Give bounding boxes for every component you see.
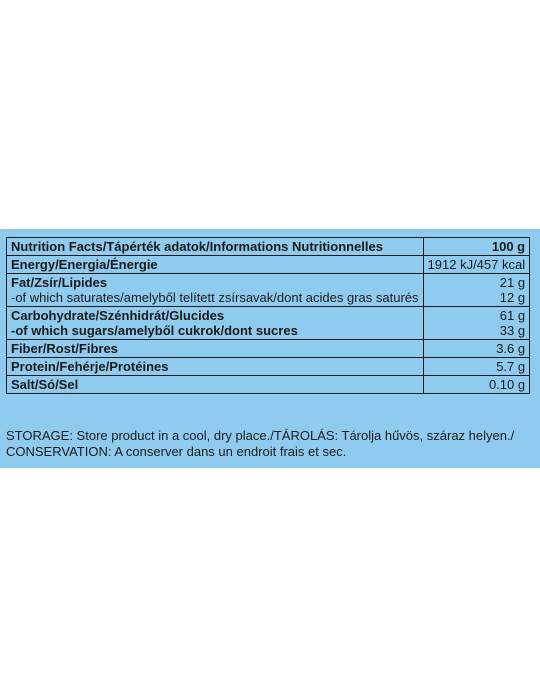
storage-line-2: CONSERVATION: A conserver dans un endroit frais et sec. — [6, 444, 347, 459]
carbohydrate-label-cell — [7, 307, 424, 340]
fiber-label: Fiber/Rost/Fibres — [7, 340, 424, 358]
protein-value: 5.7 g — [423, 358, 530, 376]
fat-label: Fat/Zsír/Lipides — [11, 275, 108, 290]
fat-value: 21 g — [499, 275, 526, 290]
fat-value-cell — [423, 274, 530, 307]
salt-row — [7, 376, 530, 394]
fiber-value: 3.6 g — [423, 340, 530, 358]
fat-label-cell — [7, 274, 424, 307]
storage-line-1: STORAGE: Store product in a cool, dry place./TÁROLÁS: Tárolja hűvös, száraz helyen./ — [6, 428, 515, 443]
energy-value: 1912 kJ/457 kcal — [423, 256, 530, 274]
protein-label: Protein/Fehérje/Protéines — [7, 358, 424, 376]
storage-instructions — [6, 428, 536, 460]
energy-label: Energy/Energia/Énergie — [7, 256, 424, 274]
carbohydrate-label: Carbohydrate/Szénhidrát/Glucides — [11, 308, 225, 323]
header-value: 100 g — [423, 238, 530, 256]
saturates-label: -of which saturates/amelyből telített zsírsavak/dont acides gras saturés — [11, 290, 419, 305]
salt-value: 0.10 g — [423, 376, 530, 394]
nutrition-label-panel — [0, 229, 540, 468]
table-header-row — [7, 238, 530, 256]
fiber-row — [7, 340, 530, 358]
protein-row — [7, 358, 530, 376]
carbohydrate-value: 61 g — [499, 308, 526, 323]
salt-label: Salt/Só/Sel — [7, 376, 424, 394]
nutrition-table — [6, 237, 530, 394]
carbohydrate-value-cell — [423, 307, 530, 340]
sugars-label: -of which sugars/amelyből cukrok/dont sucres — [11, 323, 298, 338]
saturates-value: 12 g — [499, 290, 526, 305]
energy-row — [7, 256, 530, 274]
carbohydrate-row — [7, 307, 530, 340]
fat-row — [7, 274, 530, 307]
header-label: Nutrition Facts/Tápérték adatok/Informations Nutritionnelles — [7, 238, 424, 256]
sugars-value: 33 g — [499, 323, 526, 338]
